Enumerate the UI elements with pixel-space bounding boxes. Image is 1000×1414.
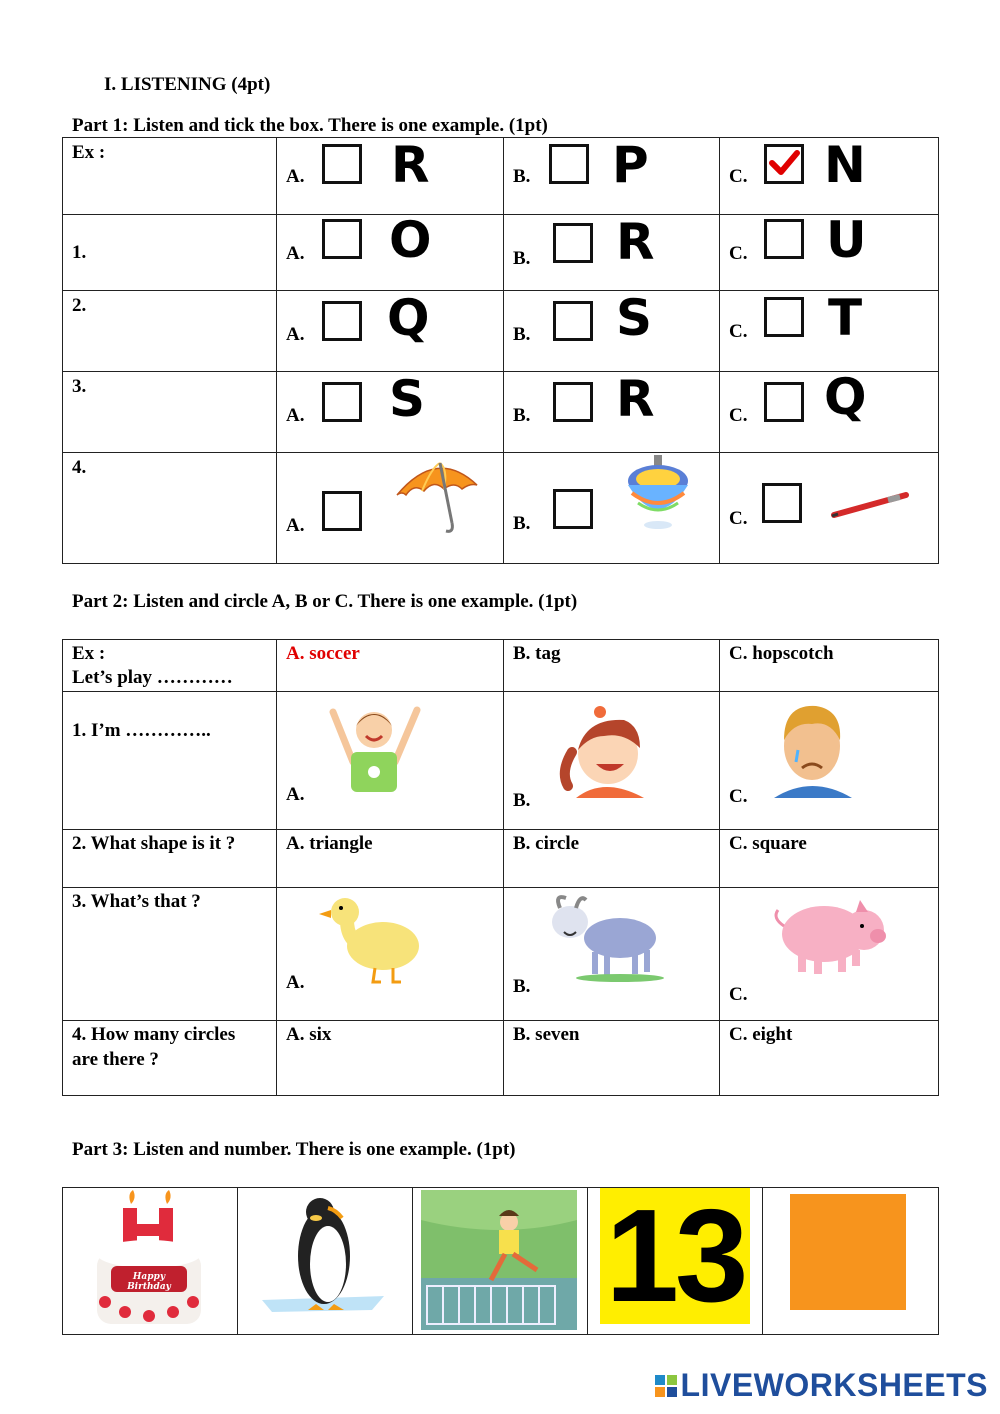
picture-cell[interactable]: [63, 1188, 238, 1335]
question-label: 3. What’s that ?: [72, 891, 201, 912]
letter-option: Q: [824, 368, 867, 426]
tick-box[interactable]: [322, 144, 362, 184]
option-label: C.: [729, 405, 748, 426]
tick-box[interactable]: [553, 489, 593, 529]
hopscotch-image: [421, 1190, 577, 1330]
option-c[interactable]: C. eight: [729, 1024, 793, 1045]
letter-option: U: [826, 211, 867, 269]
question-text: are there ?: [72, 1049, 159, 1070]
tick-box[interactable]: [762, 483, 802, 523]
tick-box-checked[interactable]: [764, 144, 804, 184]
option-label: A.: [286, 166, 305, 187]
option-label: C.: [729, 321, 748, 342]
letter-option: S: [389, 370, 426, 428]
row-label: Ex :: [72, 142, 106, 163]
option-b[interactable]: B.: [513, 790, 531, 811]
answer-example[interactable]: A. soccer: [286, 643, 360, 664]
tick-box[interactable]: [322, 219, 362, 259]
pig-image: [764, 890, 894, 982]
option-b[interactable]: B. tag: [513, 643, 561, 664]
option-label: C.: [729, 243, 748, 264]
option-b[interactable]: B. circle: [513, 833, 580, 854]
option-label: B.: [513, 513, 531, 534]
tick-box[interactable]: [322, 301, 362, 341]
part2-title: Part 2: Listen and circle A, B or C. There is one example. (1pt): [72, 591, 578, 612]
option-b[interactable]: B.: [513, 976, 531, 997]
table-row: [63, 888, 939, 1021]
liveworksheets-logo: [655, 1367, 988, 1404]
happy-boy-image: [319, 698, 429, 796]
letter-option: P: [612, 136, 649, 194]
table-row: [63, 453, 939, 564]
letter-option: R: [616, 370, 655, 428]
penguin-image: [258, 1192, 388, 1330]
letter-option: Q: [387, 289, 430, 347]
table-row: [63, 1188, 939, 1335]
tick-box[interactable]: [553, 382, 593, 422]
option-label: A.: [286, 243, 305, 264]
option-label: B.: [513, 324, 531, 345]
letter-option: N: [824, 136, 866, 194]
letter-option: R: [616, 213, 655, 271]
option-label: A.: [286, 515, 305, 536]
option-label: A.: [286, 324, 305, 345]
number-text: 13: [605, 1182, 745, 1329]
logo-mark-icon: [655, 1375, 677, 1397]
option-a[interactable]: A. six: [286, 1024, 332, 1045]
option-b[interactable]: B. seven: [513, 1024, 580, 1045]
tick-box[interactable]: [553, 301, 593, 341]
question-label: 1. I’m …………..: [72, 720, 211, 741]
laughing-girl-image: [554, 702, 659, 802]
tick-box[interactable]: [764, 219, 804, 259]
letter-option: T: [828, 289, 863, 347]
option-a[interactable]: A.: [286, 784, 305, 805]
table-row: [63, 215, 939, 291]
question-label: Ex :: [72, 643, 106, 664]
option-label: C.: [729, 166, 748, 187]
number-card: [600, 1182, 750, 1329]
spinning-top-image: [618, 453, 700, 533]
option-label: B.: [513, 405, 531, 426]
row-label: 3.: [72, 376, 87, 397]
cake-text-happy: Happy: [132, 1272, 166, 1282]
tick-box[interactable]: [764, 382, 804, 422]
part3-table: [62, 1182, 939, 1335]
section-heading: I. LISTENING (4pt): [104, 74, 271, 95]
option-a[interactable]: A. triangle: [286, 833, 373, 854]
tick-box[interactable]: [322, 491, 362, 531]
picture-cell[interactable]: [238, 1188, 413, 1335]
option-a[interactable]: A.: [286, 972, 305, 993]
option-c[interactable]: C. square: [729, 833, 807, 854]
birthday-cake-image: [93, 1190, 205, 1330]
duck-image: [317, 890, 427, 986]
option-label: C.: [729, 508, 748, 529]
row-label: 4.: [72, 457, 87, 478]
option-label: A.: [286, 405, 305, 426]
option-label: B.: [513, 248, 531, 269]
letter-option: S: [616, 289, 653, 347]
tick-box[interactable]: [764, 297, 804, 337]
picture-cell[interactable]: [588, 1182, 763, 1335]
table-row: [63, 692, 939, 830]
table-row: [63, 138, 939, 215]
orange-square-image: [790, 1194, 906, 1310]
part1-table: [62, 137, 939, 564]
part1-title: Part 1: Listen and tick the box. There is one example. (1pt): [72, 115, 548, 136]
tick-box[interactable]: [553, 223, 593, 263]
tick-box[interactable]: [322, 382, 362, 422]
crying-boy-image: [764, 696, 860, 800]
option-c[interactable]: C.: [729, 786, 748, 807]
tick-box[interactable]: [549, 144, 589, 184]
part3-title: Part 3: Listen and number. There is one example. (1pt): [72, 1139, 516, 1160]
row-label: 2.: [72, 295, 87, 316]
table-row: [63, 372, 939, 453]
row-label: 1.: [72, 242, 87, 263]
table-row: [63, 830, 939, 888]
question-label: 2. What shape is it ?: [72, 833, 236, 854]
picture-cell[interactable]: [763, 1188, 939, 1335]
table-row: [63, 640, 939, 692]
question-label: 4. How many circles: [72, 1024, 236, 1045]
umbrella-image: [392, 455, 482, 535]
cake-text-birthday: Birthday: [127, 1282, 171, 1292]
goat-image: [540, 892, 668, 984]
pen-image: [828, 489, 914, 519]
checkmark-icon: [767, 147, 801, 181]
table-row: [63, 291, 939, 372]
option-c[interactable]: C. hopscotch: [729, 643, 834, 664]
brand-text: LIVEWORKSHEETS: [680, 1367, 988, 1403]
option-label: B.: [513, 166, 531, 187]
picture-cell[interactable]: [413, 1188, 588, 1335]
table-row: [63, 1021, 939, 1096]
part2-table: [62, 639, 939, 1096]
letter-option: O: [389, 211, 432, 269]
option-c[interactable]: C.: [729, 984, 748, 1005]
question-text: Let’s play …………: [72, 667, 233, 688]
letter-option: R: [391, 136, 430, 194]
